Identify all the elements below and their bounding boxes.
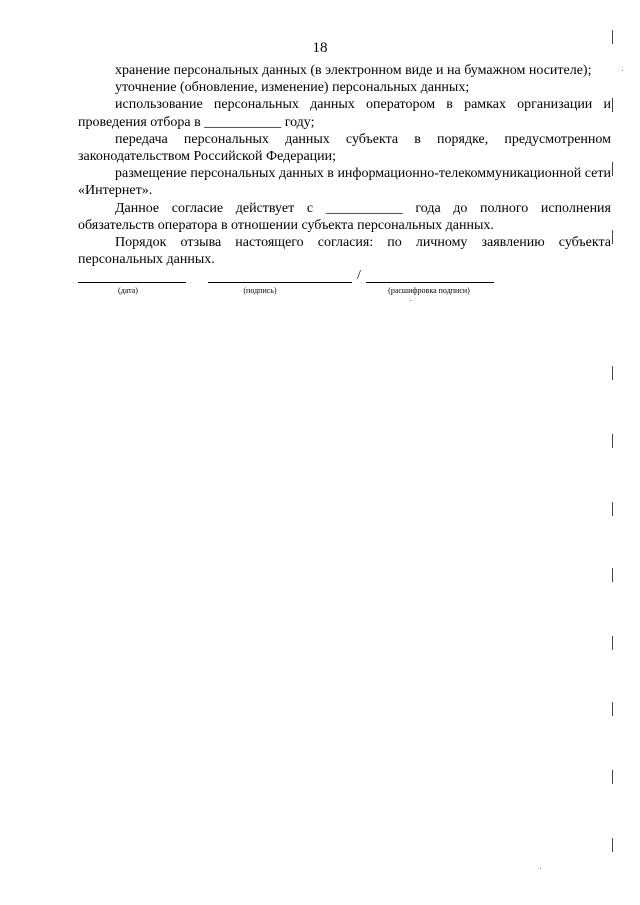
scan-artifact-mark (612, 434, 613, 448)
signature-caption: (подпись) (243, 286, 277, 295)
scan-artifact-dot (410, 300, 411, 301)
signature-line (208, 282, 352, 283)
signature-slash: / (357, 268, 361, 283)
paragraph-revocation: Порядок отзыва настоящего согласия: по личному заявлению субъекта персональных данных. (78, 235, 611, 268)
page-number: 18 (312, 40, 328, 56)
paragraph-storage: хранение персональных данных (в электронном виде и на бумажном носителе); (115, 63, 592, 78)
date-caption: (дата) (118, 286, 138, 295)
decoding-caption: (расшифровка подписи) (388, 286, 470, 295)
paragraph-usage: использование персональных данных оператором в рамках организации и проведения отбора в ___________ году; (78, 97, 611, 130)
scan-artifact-mark (612, 230, 613, 244)
paragraph-clarification: уточнение (обновление, изменение) персональных данных; (115, 80, 470, 96)
scan-artifact-mark (612, 568, 613, 582)
signature-block (78, 268, 518, 308)
scan-artifact-mark (612, 770, 613, 784)
scan-artifact-mark (612, 702, 613, 716)
paragraph-validity: Данное согласие действует с ___________ года до полного исполнения обязательств оператора в отношении субъекта персональных данных. (78, 200, 611, 233)
paragraph-transfer: передача персональных данных субъекта в порядке, предусмотренном законодательством Российской Федерации; (78, 131, 611, 165)
consent-text (78, 62, 611, 268)
scan-artifact-mark (612, 98, 613, 112)
scan-artifact-mark (612, 366, 613, 380)
paragraph-publication: размещение персональных данных в информационно-телекоммуникационной сети «Интернет». (78, 166, 611, 199)
scan-artifact-mark (612, 30, 613, 44)
decoding-line (366, 282, 494, 283)
date-line (78, 282, 186, 283)
scan-artifact-mark (612, 162, 613, 176)
scan-artifact-dot (540, 868, 541, 869)
scan-artifact-mark (612, 636, 613, 650)
scan-artifact-dot (622, 70, 623, 71)
scan-artifact-mark (612, 838, 613, 852)
scan-artifact-mark (612, 502, 613, 516)
